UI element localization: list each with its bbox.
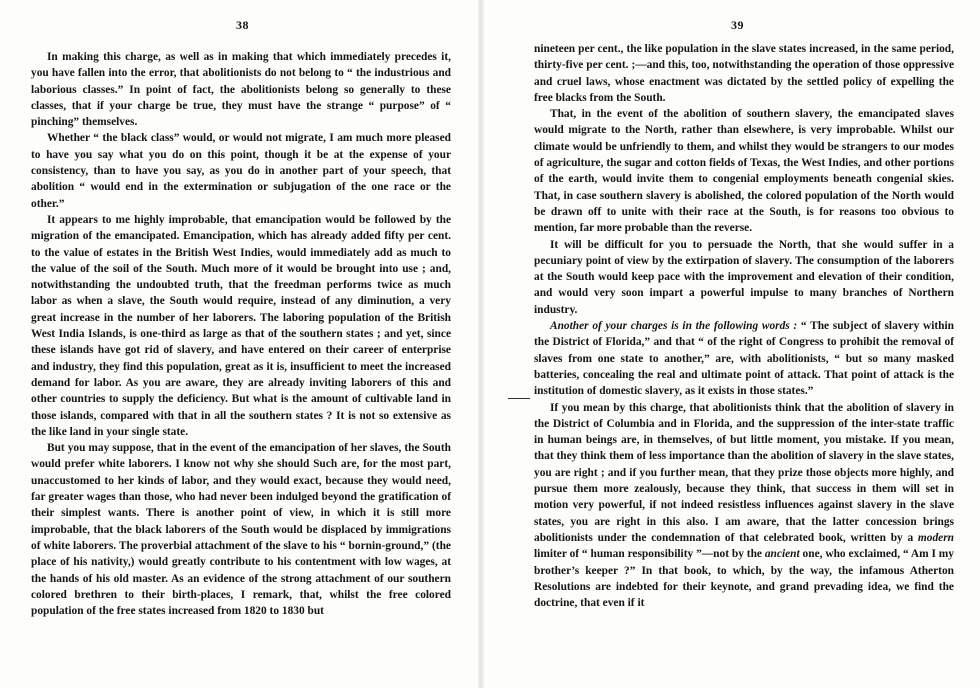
page-body-text [31,49,451,619]
page-number: 38 [236,18,249,32]
paragraph-text: “ The subject of slavery within the District of Florida,” and that “ of the right of Congress to prohibit the removal of slaves from one state to another,” are, with abolitionists, “ but so many masked batteries, concealing the real and ultimate point of attack. That point of attack is the institution of domestic slavery, as it exists in those states.” [534,320,954,398]
paragraph: Whether “ the black class” would, or would not migrate, I am much more pleased to have you say what you do on this point, though it be at the expense of your consistency, than to have you say, as you do in another part of your speech, that abolition “ would end in the extermination or subjugation of the one race or the other.” [31,132,451,210]
page-body-text [534,41,954,611]
paragraph [534,318,954,399]
paragraph: But you may suppose, that in the event of the emancipation of her slaves, the South would prefer white laborers. I know not why she should Such are, for the most part, unaccustomed to her kinds of labor, and they would exact, because they would need, far greater wages than those, who had never been indulged beyond the gratification of their simplest wants. There is another point of view, in which it is still more improbable, that the black laborers of the South would be displaced by immigrations of white laborers. The proverbial attachment of the slave to his “ bornin-ground,” (the place of his nativity,) would greatly contribute to his contentment with low wages, at the hands of his old master. As an evidence of the strong attachment of our southern colored brethren to their birth-places, I remark, that, whilst the free colored population of the free states increased from 1820 to 1830 but [31,442,451,618]
paragraph: nineteen per cent., the like population in the slave states increased, in the same period, thirty-five per cent. ;—and this, too, notwithstanding the operation of those oppressive and cruel laws, whose enactment was dictated by the settled policy of expelling the free blacks from the South. [534,43,954,104]
italic-lead-in: Another of your charges is in the following words : [550,320,798,333]
paragraph [534,400,954,612]
paragraph: That, in the event of the abolition of southern slavery, the emancipated slaves would migrate to the North, rather than elsewhere, is very improbable. Whilst our climate would be unfriendly to them, and whilst they would be strangers to our modes of agriculture, the sugar and cotton fields of Texas, the West Indies, and other portions of the earth, would invite them to congenial employments beneath congenial skies. That, in case southern slavery is abolished, the colored population of the North would be drawn off to unite with their race at the South, is for reasons too obvious to mention, far more probable than the reverse. [534,108,954,235]
paragraph: In making this charge, as well as in making that which immediately precedes it, you have fallen into the error, that abolitionists do not belong to “ the industrious and laborious classes.” In point of fact, the abolitionists belong so generally to these classes, that if your charge be true, they must have the strange “ purpose” of “ pinching” themselves. [31,51,451,129]
paragraph-text: If you mean by this charge, that abolitionists think that the abolition of slavery in the District of Columbia and in Florida, and the suppression of the inter-state traffic in human beings are, in themselves, of but little moment, you mistake. If you mean, that they think them of less importance than the abolition of slavery in the slave states, you are right ; and if you further mean, that they prize those objects more highly, and pursue them more zealously, because they think, that success in them will set in motion very powerful, if not indeed resistless influences against slavery in the slave states, you are right in this also. I am aware, that the latter concession brings abolitionists under the condemnation of that celebrated book, written by a [534,401,954,544]
italic-word: modern [917,531,954,544]
paragraph-text: limiter of “ human responsibility ”—not by the [534,548,765,561]
italic-word: ancient [764,548,800,561]
right-page [484,0,980,688]
left-page [0,0,478,688]
margin-mark [508,398,530,399]
page-number: 39 [731,18,744,32]
paragraph: It will be difficult for you to persuade the North, that she would suffer in a pecuniary point of view by the extirpation of slavery. The consumption of the laborers at the South would keep pace with the improvement and elevation of their condition, and would very soon impart a powerful impulse to many branches of Northern industry. [534,238,954,316]
paragraph: It appears to me highly improbable, that emancipation would be followed by the migration of the emancipated. Emancipation, which has already added fifty per cent. to the value of estates in the British West Indies, would immediately add as much to the value of the soil of the South. Much more of it would be brought into use ; and, notwithstanding the undoubted truth, that the freedman performs twice as much labor as when a slave, the South would require, instead of any diminution, a very great increase in the number of her laborers. The laboring population of the British West India Islands, is one-third as large as that of the southern states ; and yet, since these islands have got rid of slavery, and have entered on their career of enterprise and industry, they find this population, great as it is, insufficient to meet the increased demand for labor. As you are aware, they are already inviting laborers of this and other countries to supply the deficiency. But what is the amount of cultivable land in those islands, compared with that in all the southern states ? It is not so extensive as the like land in your single state. [31,213,451,438]
paragraph-text: one, who exclaimed, “ Am I my brother’s keeper ?” In that book, to which, by the way, the infamous Atherton Resolutions are indebted for their keynote, and grand prevading idea, we find the doctrine, that even if it [534,548,954,610]
